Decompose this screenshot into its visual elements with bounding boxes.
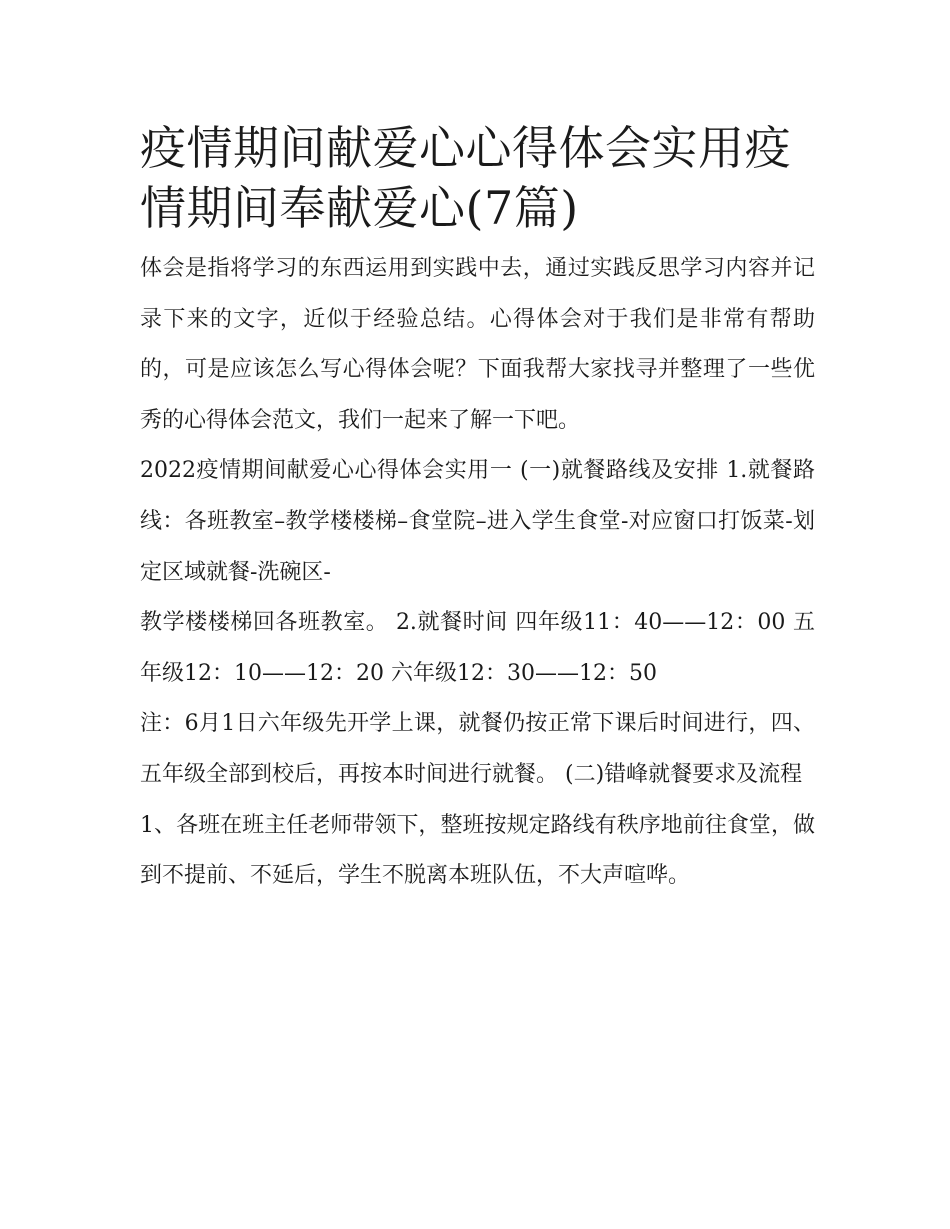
paragraph-route: 2022疫情期间献爱心心得体会实用一 (一)就餐路线及安排 1.就餐路线：各班教室–教学楼楼梯–食堂院–进入学生食堂-对应窗口打饭菜-划定区域就餐-洗碗区-	[140, 458, 815, 585]
document-title: 疫情期间献爱心心得体会实用疫情期间奉献爱心(7篇)	[140, 121, 791, 235]
document-page	[140, 118, 815, 902]
paragraph-schedule: 教学楼楼梯回各班教室。 2.就餐时间 四年级11：40——12：00 五年级12：10——12：20 六年级12：30——12：50	[140, 610, 815, 686]
paragraph-note: 注：6月1日六年级先开学上课，就餐仍按正常下课后时间进行，四、五年级全部到校后，再按本时间进行就餐。 (二)错峰就餐要求及流程	[140, 711, 815, 787]
paragraph-rule-1: 1、各班在班主任老师带领下，整班按规定路线有秩序地前往食堂，做到不提前、不延后，学生不脱离本班队伍，不大声喧哗。	[140, 812, 815, 889]
paragraph-intro: 体会是指将学习的东西运用到实践中去，通过实践反思学习内容并记录下来的文字，近似于经验总结。心得体会对于我们是非常有帮助的，可是应该怎么写心得体会呢？下面我帮大家找寻并整理了一些优秀的心得体会范文，我们一起来了解一下吧。	[140, 256, 815, 433]
